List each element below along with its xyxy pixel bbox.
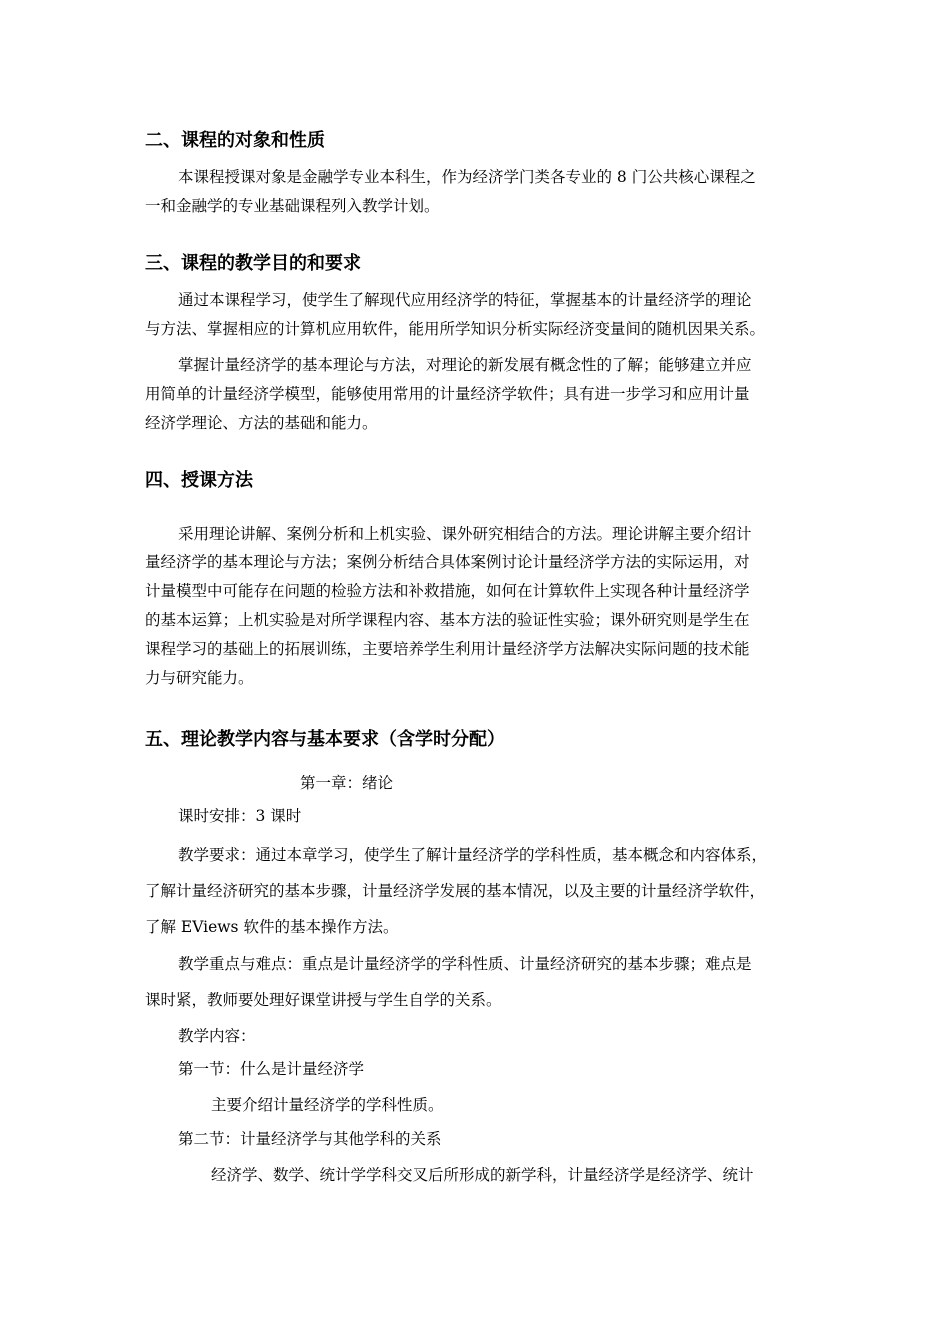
section-heading: 三、课程的教学目的和要求 xyxy=(145,253,361,274)
paragraph-line: 与方法、掌握相应的计算机应用软件，能用所学知识分析实际经济变量间的随机因果关系。 xyxy=(145,320,766,338)
paragraph-line: 教学要求：通过本章学习，使学生了解计量经济学的学科性质，基本概念和内容体系， xyxy=(178,846,768,864)
section-heading: 四、授课方法 xyxy=(145,470,253,491)
paragraph-line: 课程学习的基础上的拓展训练，主要培养学生利用计量经济学方法解决实际问题的技术能 xyxy=(145,640,750,658)
paragraph-line: 的基本运算；上机实验是对所学课程内容、基本方法的验证性实验；课外研究则是学生在 xyxy=(145,611,750,629)
paragraph-line: 一和金融学的专业基础课程列入教学计划。 xyxy=(145,197,440,215)
paragraph-line: 用简单的计量经济学模型，能够使用常用的计量经济学软件；具有进一步学习和应用计量 xyxy=(145,385,750,403)
paragraph-line: 课时安排：3 课时 xyxy=(178,807,302,825)
paragraph-line: 第一节：什么是计量经济学 xyxy=(178,1060,365,1078)
paragraph-line: 经济学、数学、统计学学科交叉后所形成的新学科，计量经济学是经济学、统计 xyxy=(211,1166,754,1184)
paragraph-line: 课时紧，教师要处理好课堂讲授与学生自学的关系。 xyxy=(145,991,502,1009)
paragraph-line: 力与研究能力。 xyxy=(145,669,254,687)
section-heading: 二、课程的对象和性质 xyxy=(145,130,325,151)
paragraph-line: 教学内容： xyxy=(178,1027,256,1045)
paragraph-line: 掌握计量经济学的基本理论与方法，对理论的新发展有概念性的了解；能够建立并应 xyxy=(178,356,752,374)
section-heading: 五、理论教学内容与基本要求（含学时分配） xyxy=(145,729,505,750)
paragraph-line: 教学重点与难点：重点是计量经济学的学科性质、计量经济研究的基本步骤；难点是 xyxy=(178,955,752,973)
paragraph-line: 本课程授课对象是金融学专业本科生，作为经济学门类各专业的 8 门公共核心课程之 xyxy=(178,168,756,186)
paragraph-line: 经济学理论、方法的基础和能力。 xyxy=(145,414,378,432)
paragraph-line: 第二节：计量经济学与其他学科的关系 xyxy=(178,1130,442,1148)
paragraph-line: 主要介绍计量经济学的学科性质。 xyxy=(211,1096,444,1114)
paragraph-line: 计量模型中可能存在问题的检验方法和补救措施，如何在计算软件上实现各种计量经济学 xyxy=(145,582,750,600)
paragraph-line: 通过本课程学习，使学生了解现代应用经济学的特征，掌握基本的计量经济学的理论 xyxy=(178,291,752,309)
paragraph-line: 了解 EViews 软件的基本操作方法。 xyxy=(145,918,399,936)
chapter-title: 第一章：绪论 xyxy=(300,774,394,792)
paragraph-line: 采用理论讲解、案例分析和上机实验、课外研究相结合的方法。理论讲解主要介绍计 xyxy=(178,525,752,543)
paragraph-line: 量经济学的基本理论与方法；案例分析结合具体案例讨论计量经济学方法的实际运用，对 xyxy=(145,553,750,571)
paragraph-line: 了解计量经济研究的基本步骤，计量经济学发展的基本情况，以及主要的计量经济学软件， xyxy=(145,882,766,900)
